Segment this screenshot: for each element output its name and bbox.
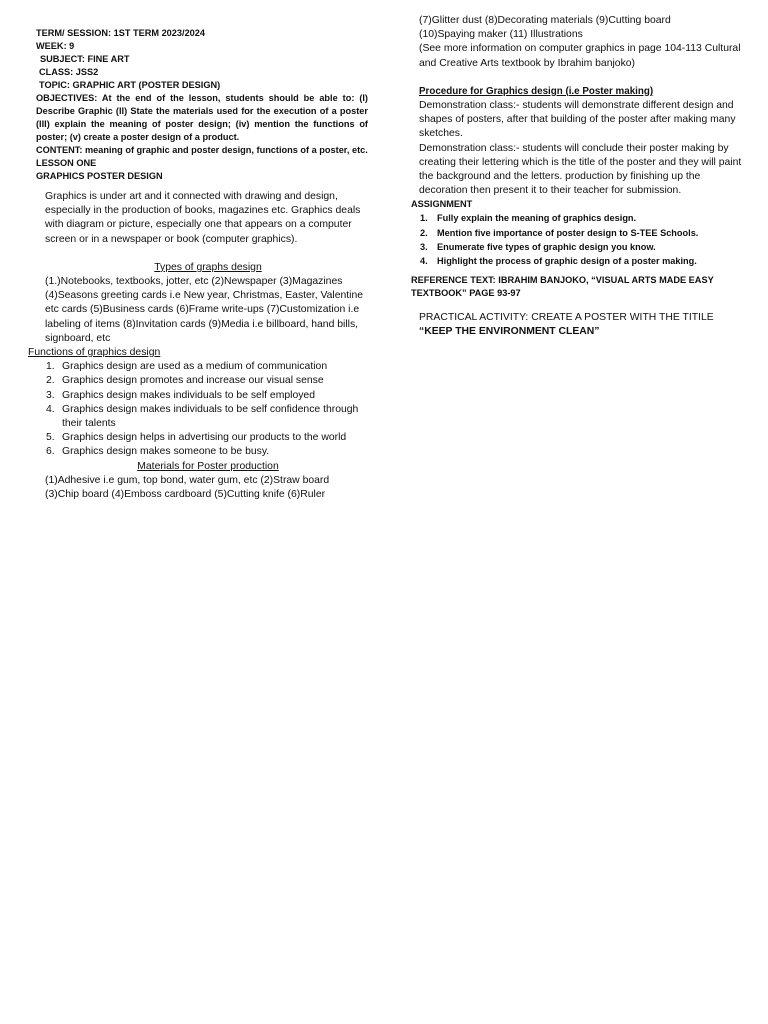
reference-text: REFERENCE TEXT: IBRAHIM BANJOKO, “VISUAL ARTS MADE EASY TEXTBOOK” PAGE 93-97: [411, 275, 714, 299]
assignment-list: [411, 211, 746, 268]
practical-activity: [411, 311, 746, 339]
procedure-title: Procedure for Graphics design (i.e Poster making): [419, 85, 654, 97]
types-text: (1.)Notebooks, textbooks, jotter, etc (2)Newspaper (3)Magazines (4)Seasons greeting cards i.e New year, Christmas, Easter, Valentine etc cards (5)Business cards (6)Frame write-ups (7)Customization i.e labeling of items (8)Invitation cards (9)Media i.e billboard, hand bills, signboard, etc: [45, 276, 364, 344]
term-line: TERM/ SESSION: 1ST TERM 2023/2024: [36, 28, 206, 38]
topic-line: TOPIC: GRAPHIC ART (POSTER DESIGN): [39, 80, 221, 90]
lesson-header: [28, 27, 368, 183]
list-item: 4. Highlight the process of graphic design of a poster making.: [420, 256, 697, 267]
list-item: 2. Graphics design promotes and increase our visual sense: [46, 375, 324, 387]
materials-line-3: (7)Glitter dust (8)Decorating materials (9)Cutting board: [419, 15, 671, 26]
class-line: CLASS: JSS2: [39, 67, 99, 77]
list-item: 1. Fully explain the meaning of graphics design.: [420, 213, 637, 224]
right-column: [411, 14, 746, 340]
list-item: 4. Graphics design makes individuals to be self confidence through their talents: [46, 403, 359, 430]
practical-prefix: PRACTICAL ACTIVITY: CREATE A POSTER WITH THE TITILE: [419, 312, 714, 324]
functions-list: [28, 360, 368, 459]
left-column: [28, 27, 368, 502]
materials-line-4: (10)Spaying maker (11) Illustrations: [419, 29, 583, 41]
list-item: 2. Mention five importance of poster design to S-TEE Schools.: [420, 227, 699, 238]
procedure-para-1: Demonstration class:- students will demonstrate different design and shapes of posters, after that building of the poster after making many sketches.: [419, 100, 736, 140]
practical-title: “KEEP THE ENVIRONMENT CLEAN”: [419, 326, 600, 338]
graphics-heading: GRAPHICS POSTER DESIGN: [36, 171, 163, 181]
subject-line: SUBJECT: FINE ART: [40, 54, 130, 64]
week-line: WEEK: 9: [36, 41, 75, 51]
functions-title: Functions of graphics design: [28, 347, 161, 359]
list-item: 5. Graphics design helps in advertising our products to the world: [46, 432, 347, 444]
list-item: 3. Graphics design makes individuals to be self employed: [46, 389, 315, 401]
list-item: 3. Enumerate five types of graphic design you know.: [420, 241, 656, 252]
objectives-text: OBJECTIVES: At the end of the lesson, students should be able to: (I) Describe Graphic (II) State the materials used for the execution of a poster (III) explain the meaning of poster design; (iv) mention the functions of poster; (v) create a poster design of a product.: [36, 93, 368, 142]
materials-line-2: (3)Chip board (4)Emboss cardboard (5)Cutting knife (6)Ruler: [45, 489, 326, 501]
procedure-para-2: Demonstration class:- students will conclude their poster making by creating their lettering which is the title of the poster and they will paint the background and the letters. production by finishing up the decoration then present it to their teacher for submission.: [419, 142, 742, 197]
intro-paragraph: Graphics is under art and it connected with drawing and design, especially in the production of books, magazines etc. Graphics deals with diagram or picture, especially one that appears on a computer screen or in a newspaper or book (computer graphics).: [45, 191, 361, 245]
types-title: Types of graphs design: [154, 261, 262, 273]
materials-title: Materials for Poster production: [137, 460, 279, 472]
list-item: 1. Graphics design are used as a medium of communication: [46, 361, 328, 373]
lesson-label: LESSON ONE: [36, 158, 97, 168]
assignment-title: ASSIGNMENT: [411, 199, 473, 210]
materials-line-1: (1)Adhesive i.e gum, top bond, water gum, etc (2)Straw board: [45, 474, 330, 486]
list-item: 6. Graphics design makes someone to be busy.: [46, 446, 270, 458]
materials-note: (See more information on computer graphics in page 104-113 Cultural and Creative Arts textbook by Ibrahim banjoko): [419, 43, 741, 69]
content-text: CONTENT: meaning of graphic and poster design, functions of a poster, etc.: [36, 145, 368, 155]
